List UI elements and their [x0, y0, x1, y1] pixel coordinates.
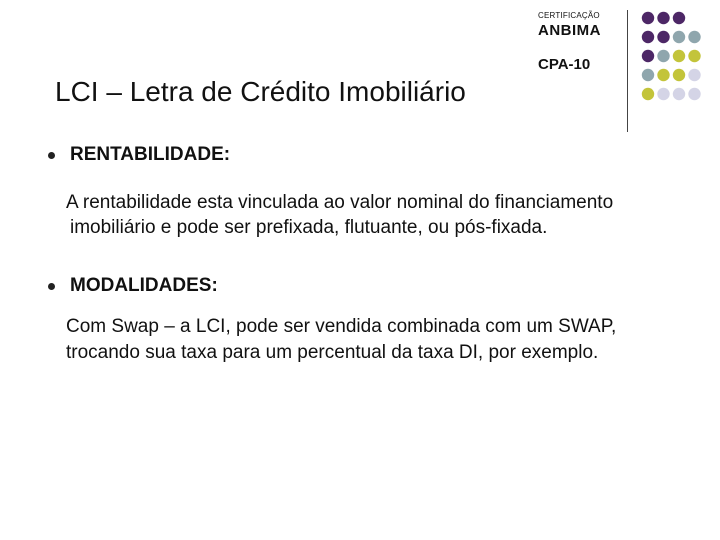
decor-dot	[657, 88, 669, 100]
bullet-icon	[48, 152, 55, 159]
decor-dot	[642, 12, 654, 24]
decor-dot	[657, 31, 669, 43]
decor-dot	[657, 12, 669, 24]
decor-dot	[642, 88, 654, 100]
decor-dot	[673, 31, 685, 43]
section-text-line: Com Swap – a LCI, pode ser vendida combinada com um SWAP,	[66, 316, 617, 337]
decorative-dot-grid	[640, 10, 720, 120]
decor-dot	[673, 69, 685, 81]
exam-code: CPA-10	[538, 56, 591, 73]
certification-label: CERTIFICAÇÃO	[538, 11, 600, 20]
section-text-line: A rentabilidade esta vinculada ao valor nominal do financiamento	[66, 192, 614, 213]
section-text-line: trocando sua taxa para um percentual da taxa DI, por exemplo.	[66, 342, 599, 363]
section-heading-rentabilidade: RENTABILIDADE:	[70, 144, 231, 165]
decor-dot	[642, 50, 654, 62]
decor-dot	[688, 69, 700, 81]
decor-dot	[657, 69, 669, 81]
decor-dot	[642, 31, 654, 43]
brand-name: ANBIMA	[538, 22, 601, 39]
decor-dot	[673, 12, 685, 24]
header-divider	[627, 10, 628, 132]
decor-dot	[673, 88, 685, 100]
bullet-icon	[48, 283, 55, 290]
section-text-line: imobiliário e pode ser prefixada, flutuante, ou pós-fixada.	[70, 217, 548, 238]
decor-dot	[657, 50, 669, 62]
decor-dot	[688, 31, 700, 43]
decor-dot	[688, 88, 700, 100]
decor-dot	[673, 50, 685, 62]
slide-title: LCI – Letra de Crédito Imobiliário	[55, 76, 466, 107]
decor-dot	[688, 50, 700, 62]
decor-dot	[642, 69, 654, 81]
section-heading-modalidades: MODALIDADES:	[70, 275, 218, 296]
